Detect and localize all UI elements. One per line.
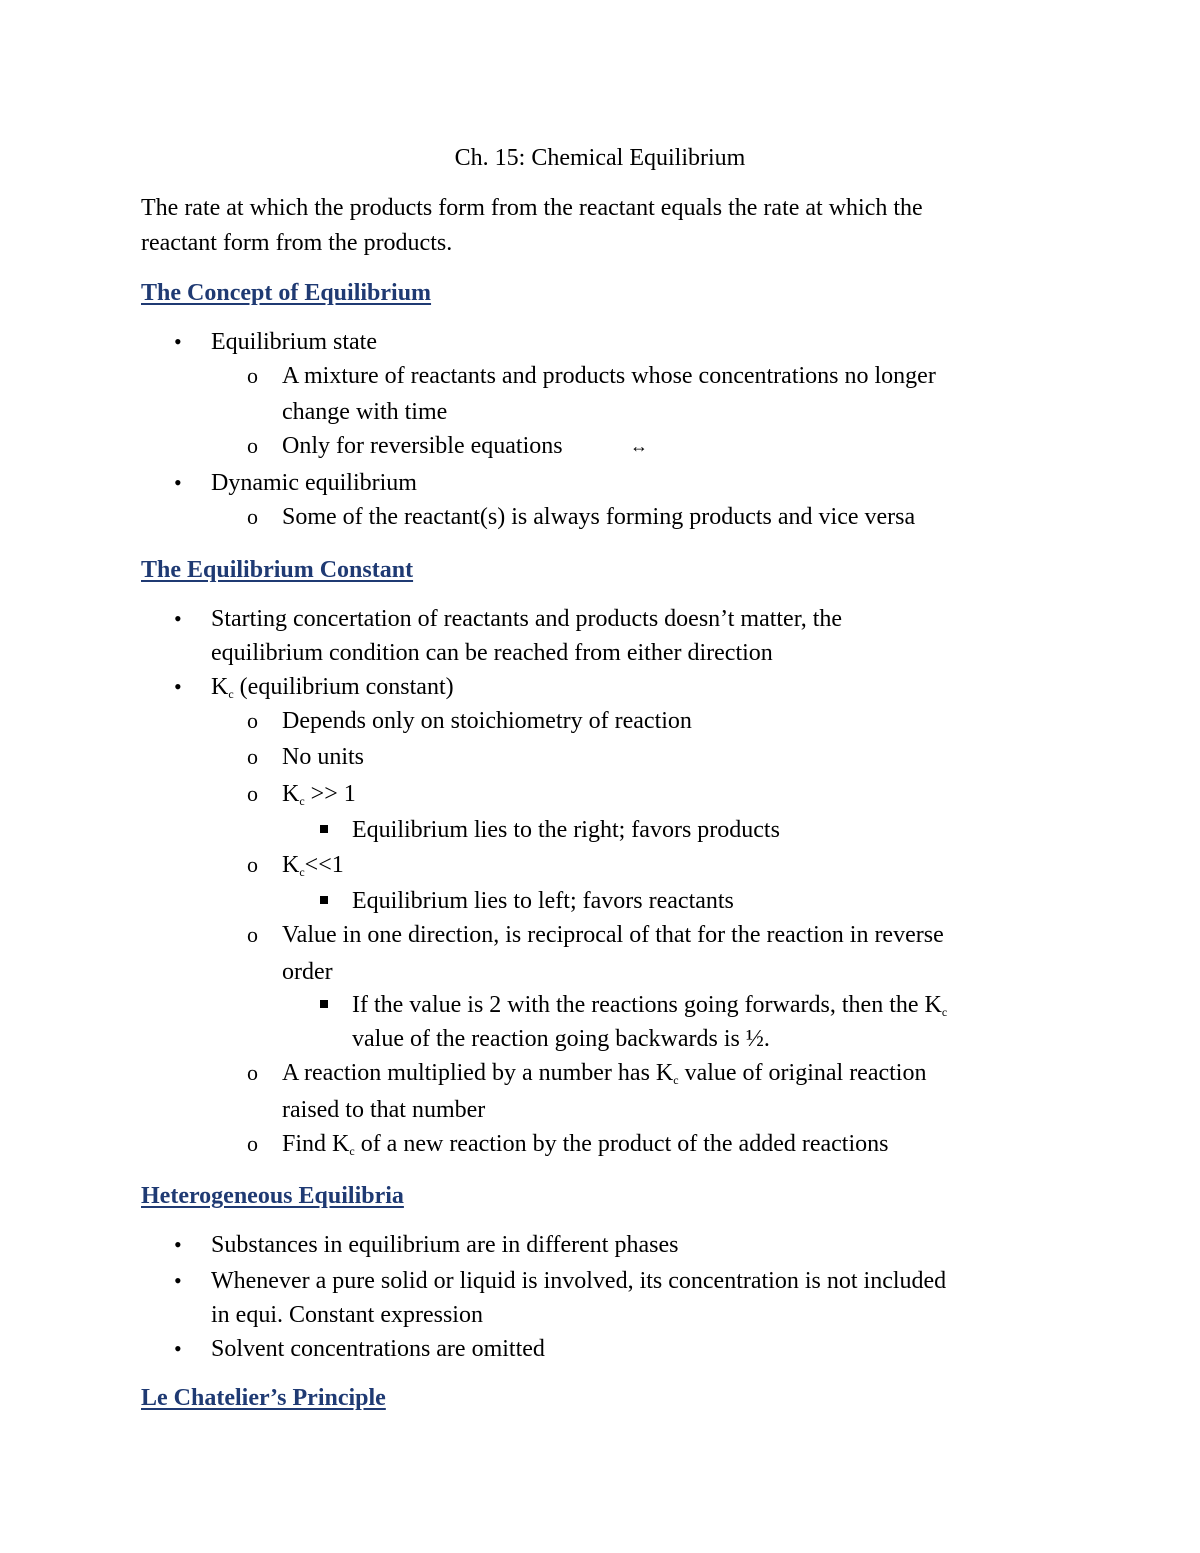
list-item: Substances in equilibrium are in different phases: [211, 1232, 679, 1258]
bullet-circle: o: [247, 744, 258, 769]
bullet-dot: •: [174, 1268, 182, 1293]
list-item: Equilibrium state: [211, 329, 377, 355]
page-title: Ch. 15: Chemical Equilibrium: [454, 145, 746, 171]
list-item: A mixture of reactants and products whose concentrations no longer: [282, 363, 936, 389]
list-item: Equilibrium lies to the right; favors products: [352, 817, 780, 843]
list-item: Value in one direction, is reciprocal of that for the reaction in reverse: [282, 922, 944, 948]
bullet-circle: o: [247, 1131, 258, 1156]
list-item: Some of the reactant(s) is always forming products and vice versa: [282, 504, 916, 530]
list-item: change with time: [282, 399, 448, 425]
bullet-circle: o: [247, 781, 258, 806]
bullet-circle: o: [247, 363, 258, 388]
bullet-dot: •: [174, 1336, 182, 1361]
bullet-circle: o: [247, 433, 258, 458]
intro-line-2: reactant form from the products.: [141, 230, 453, 256]
section-heading-concept: The Concept of Equilibrium: [141, 280, 432, 306]
list-item: A reaction multiplied by a number has $K_c$ value of original reaction: [282, 1060, 927, 1087]
bullet-dot: •: [174, 606, 182, 631]
list-item: Starting concertation of reactants and products doesn’t matter, the: [211, 606, 843, 632]
list-item: If the value is 2 with the reactions going forwards, then the $K_c$: [352, 992, 948, 1019]
list-item: value of the reaction going backwards is ½.: [352, 1026, 770, 1052]
section-heading-constant: The Equilibrium Constant: [141, 557, 414, 583]
bullet-square: [320, 896, 328, 904]
bullet-dot: •: [174, 329, 182, 354]
list-item: No units: [282, 744, 365, 770]
list-item-kc: $K_c$ (equilibrium constant): [211, 674, 454, 701]
bullet-circle: o: [247, 1060, 258, 1085]
bullet-dot: •: [174, 1232, 182, 1257]
list-item: Depends only on stoichiometry of reaction: [282, 708, 692, 734]
bullet-square: [320, 1000, 328, 1008]
bullet-square: [320, 825, 328, 833]
bullet-circle: o: [247, 504, 258, 529]
bullet-circle: o: [247, 852, 258, 877]
list-item: Solvent concentrations are omitted: [211, 1336, 545, 1362]
list-item: Only for reversible equations: [282, 433, 563, 459]
list-item: Whenever a pure solid or liquid is involved, its concentration is not included: [211, 1268, 947, 1294]
list-item: $K_c<<1$: [282, 852, 344, 879]
list-item: Find $K_c$ of a new reaction by the product of the added reactions: [282, 1131, 889, 1158]
list-item: Equilibrium lies to left; favors reactants: [352, 888, 734, 914]
list-item: $K_c >> 1$: [282, 781, 356, 808]
section-heading-heterogeneous: Heterogeneous Equilibria: [141, 1183, 404, 1209]
list-item: order: [282, 959, 333, 985]
intro-line-1: The rate at which the products form from the reactant equals the rate at which the: [141, 195, 923, 221]
list-item: in equi. Constant expression: [211, 1302, 483, 1328]
list-item: equilibrium condition can be reached from either direction: [211, 640, 773, 666]
bullet-circle: o: [247, 708, 258, 733]
bullet-dot: •: [174, 470, 182, 495]
list-item: Dynamic equilibrium: [211, 470, 417, 496]
section-heading-le-chatelier: Le Chatelier’s Principle: [141, 1385, 386, 1411]
reversible-arrow-icon: ↔: [630, 436, 648, 456]
list-item: raised to that number: [282, 1097, 486, 1123]
bullet-dot: •: [174, 674, 182, 699]
bullet-circle: o: [247, 922, 258, 947]
